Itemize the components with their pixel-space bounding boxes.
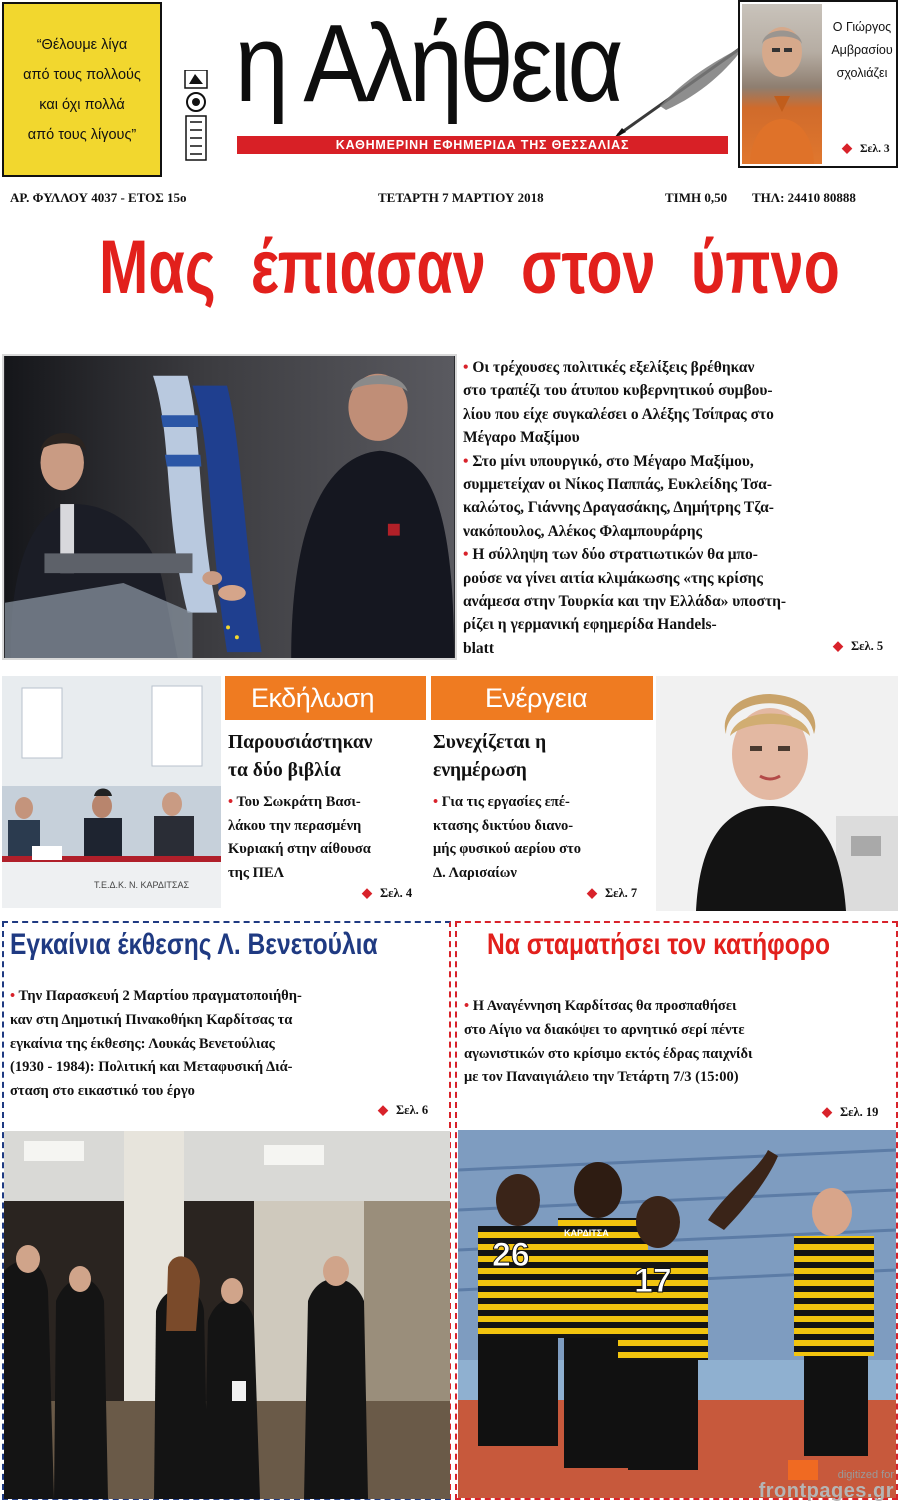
quill-pen-icon [600,40,750,140]
lead-photo [2,354,457,660]
lead-line: συμμετείχαν οι Νίκος Παππάς, Ευκλείδης Τσα- [463,476,772,494]
energy-page-ref[interactable] [587,885,637,901]
section-header-energy: Ενέργεια [431,676,653,720]
exhibition-photo-illustration [4,1131,450,1499]
issue-number: ΑΡ. ΦΥΛΛΟΥ 4037 - ΕΤΟΣ 15ο [10,190,187,205]
page-number: Σελ. 7 [605,886,638,900]
quote-line: από τους πολλούς [23,66,141,83]
lead-line: blatt [463,639,494,657]
watermark-small: digitized for [837,1469,894,1481]
issue-price: ΤΙΜΗ 0,50 [665,190,728,205]
lead-line: • Στο μίνι υπουργικό, στο Μέγαρο Μαξίμου, [463,452,754,470]
venetoulias-line: • Την Παρασκευή 2 Μαρτίου πραγματοποιήθη- [10,988,302,1004]
energy-line: • Για τις εργασίες επέ- [433,794,570,810]
elta-seal-icon [183,70,209,162]
columnist-page-ref[interactable] [842,140,890,156]
diamond-bullet-icon: ◆ [842,140,852,155]
diamond-bullet-icon: ◆ [587,885,597,900]
watermark-big: frontpages.gr [758,1480,894,1502]
energy-column[interactable] [431,676,653,885]
event-page-ref[interactable] [362,885,412,901]
event-line: της ΠΕΛ [228,864,285,881]
energy-portrait-illustration [656,676,898,911]
columnist-caption [826,16,898,85]
shirt-text: ΚΑΡΔΙΤΣΑ [564,1228,609,1238]
venetoulias-page-ref[interactable] [378,1102,428,1118]
lead-page-ref[interactable] [833,638,883,654]
page-number: Σελ. 4 [380,886,413,900]
event-title [225,729,426,785]
bullet-icon: • [464,998,470,1014]
diamond-bullet-icon: ◆ [378,1102,388,1117]
lead-line: νακόπουλος, Αλέκος Φλαμπουράρης [463,522,703,540]
karditsa-page-ref[interactable] [822,1104,878,1120]
event-photo-illustration [2,676,221,908]
event-line: λάκου την περασμένη [228,817,362,834]
page-number: Σελ. 19 [840,1105,879,1119]
bullet-icon: • [463,359,469,376]
event-line: • Του Σωκράτη Βασι- [228,794,361,810]
lead-story-text[interactable] [463,356,899,660]
event-title-line: τα δύο βιβλία [228,760,341,781]
exhibition-photo [4,1131,450,1499]
event-title-line: Παρουσιάστηκαν [228,732,373,753]
page-number: Σελ. 6 [396,1103,429,1117]
event-body [225,791,426,885]
bullet-icon: • [463,546,469,564]
football-photo-illustration [458,1130,896,1498]
lead-line: λίου που είχε συγκαλέσει ο Αλέξης Τσίπρας στο [463,405,774,423]
issue-date: ΤΕΤΑΡΤΗ 7 ΜΑΡΤΙΟΥ 2018 [378,190,544,205]
jersey-number: 26 [492,1236,530,1274]
energy-photo [656,676,898,911]
masthead-quote-box [2,2,162,177]
bullet-icon: • [10,988,16,1004]
venetoulias-line: καν στη Δημοτική Πινακοθήκη Καρδίτσας τα [10,1011,293,1028]
energy-title-line: ενημέρωση [433,760,527,781]
lead-line: ρίζει η γερμανική εφημερίδα Handels- [463,616,717,634]
columnist-line: σχολιάζει [836,66,888,80]
venetoulias-headline: Εγκαίνια έκθεσης Λ. Βενετούλια [10,928,378,961]
event-line: Κυριακή στην αίθουσα [228,841,371,858]
event-photo-sign: Τ.Ε.Δ.Κ. Ν. ΚΑΡΔΙΤΣΑΣ [94,880,190,890]
lead-photo-illustration [4,356,455,658]
page-number: Σελ. 5 [851,639,884,653]
frontpages-watermark [759,1470,894,1501]
bullet-icon: • [463,452,469,470]
masthead-subtitle: ΚΑΘΗΜΕΡΙΝΗ ΕΦΗΜΕΡΙΔΑ ΤΗΣ ΘΕΣΣΑΛΙΑΣ [237,136,728,154]
columnist-portrait-icon [742,4,822,164]
lead-line: στο τραπέζι του άτυπου κυβερνητικού συμβου- [463,382,773,400]
lead-line: ρούσε να γίνει αιτία κλιμάκωσης «της κρίσης [463,569,763,587]
page-number: Σελ. 3 [860,143,890,155]
energy-body [431,791,653,885]
diamond-bullet-icon: ◆ [833,638,843,653]
energy-line: Δ. Λαρισαίων [433,864,517,881]
karditsa-headline: Να σταματήσει τον κατήφορο [487,928,831,961]
diamond-bullet-icon: ◆ [822,1104,832,1119]
bullet-icon: • [228,794,234,810]
energy-title [431,729,653,785]
lead-line: • Η σύλληψη των δύο στρατιωτικών θα μπο- [463,546,758,564]
karditsa-line: • Η Αναγέννηση Καρδίτσας θα προσπαθήσει [464,998,737,1014]
venetoulias-body [10,985,446,1104]
columnist-line: Αμβρασίου [831,43,893,57]
venetoulias-line: εγκαίνια της έκθεσης: Λουκάς Βενετούλιας [10,1035,275,1052]
columnist-box[interactable] [738,0,898,168]
diamond-bullet-icon: ◆ [362,885,372,900]
karditsa-line: με τον Παναιγιάλειο την Τετάρτη 7/3 (15:00) [464,1069,739,1086]
karditsa-body [464,995,894,1090]
lead-line: ανάμεσα στην Τουρκία και την Ελλάδα» υποστη- [463,593,787,611]
quote-line: “Θέλουμε λίγα [36,36,128,53]
contact-phone: ΤΗΛ: 24410 80888 [752,190,856,205]
lead-line: • Οι τρέχουσες πολιτικές εξελίξεις βρέθηκαν [463,359,755,376]
event-photo [2,676,221,908]
main-headline[interactable]: Μας έπιασαν στον ύπνο [99,225,840,310]
energy-line: κτασης δικτύου διανο- [433,817,574,834]
lead-line: καλώτος, Γιάννης Δραγασάκης, Δημήτρης Τζα- [463,499,774,517]
section-header-event: Εκδήλωση [225,676,426,720]
event-column[interactable] [225,676,426,885]
bullet-icon: • [433,794,439,810]
jersey-number: 17 [634,1262,672,1300]
energy-title-line: Συνεχίζεται η [433,732,547,753]
quote-line: από τους λίγους” [27,126,137,143]
columnist-photo [742,4,822,164]
newspaper-logo-title: η Αλήθεια [235,2,620,125]
lead-line: Μέγαρο Μαξίμου [463,429,580,447]
quote-line: και όχι πολλά [39,96,125,113]
venetoulias-line: σταση στο εικαστικό του έργο [10,1083,195,1100]
football-photo [458,1130,896,1498]
karditsa-line: αγωνιστικών στο κρίσιμο εκτός έδρας παιχνίδι [464,1045,753,1062]
karditsa-line: στο Αίγιο να διακόψει το αρνητικό σερί πέντε [464,1021,745,1038]
columnist-line: Ο Γιώργος [832,20,892,34]
venetoulias-line: (1930 - 1984): Πολιτική και Μεταφυσική Διά- [10,1059,293,1076]
energy-line: μής φυσικού αερίου στο [433,841,581,858]
